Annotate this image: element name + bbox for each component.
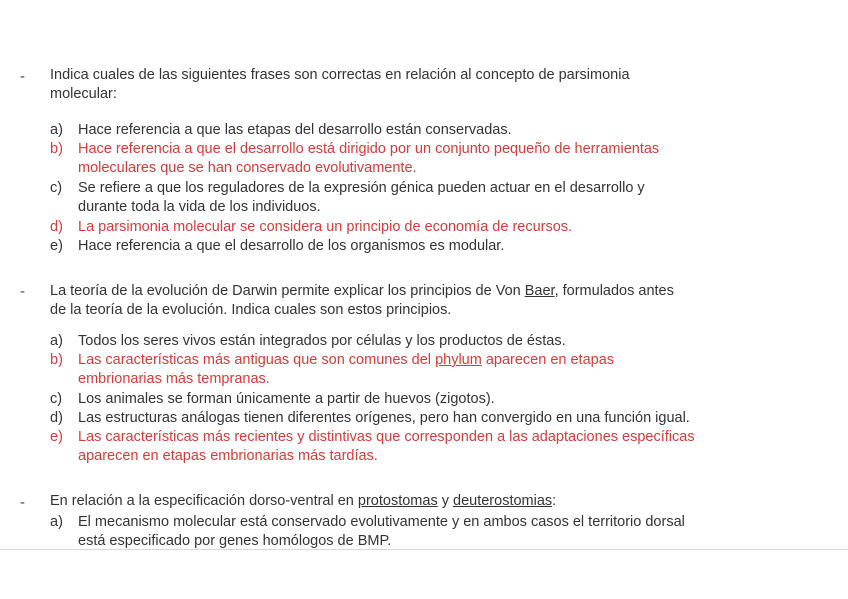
bullet: -: [20, 494, 25, 511]
bullet: -: [20, 68, 25, 85]
option-1c: c) Se refiere a que los reguladores de la expresión génica pueden actuar en el desarrollo y durante toda la vida de los individuos.: [50, 180, 645, 215]
option-3a: a) El mecanismo molecular está conservado evolutivamente y en ambos casos el territorio dorsal está especificado por genes homólogos de BMP.: [50, 514, 685, 549]
option-1e: e) Hace referencia a que el desarrollo de los organismos es modular.: [50, 238, 505, 254]
option-1b: b) Hace referencia a que el desarrollo está dirigido por un conjunto pequeño de herramientas moleculares que se han conservado evolutivamente.: [50, 141, 660, 176]
option-1d: d) La parsimonia molecular se considera un principio de economía de recursos.: [50, 219, 573, 235]
option-2e: e) Las características más recientes y distintivas que corresponden a las adaptaciones específicas aparecen en etapas embrionarias más tardías.: [50, 429, 695, 464]
question-3-stem: En relación a la especificación dorso-ventral en protostomas y deuterostomias:: [50, 493, 557, 509]
option-1a: a) Hace referencia a que las etapas del desarrollo están conservadas.: [50, 122, 512, 138]
page-separator: [0, 549, 848, 550]
bullet: -: [20, 283, 25, 300]
option-2c: c) Los animales se forman únicamente a partir de huevos (zigotos).: [50, 391, 495, 407]
question-2-stem: La teoría de la evolución de Darwin permite explicar los principios de Von Baer, formulados antes de la teoría de la evolución. Indica cuales son estos principios.: [50, 283, 674, 318]
option-2a: a) Todos los seres vivos están integrados por células y los productos de éstas.: [50, 333, 566, 349]
option-2b: b) Las características más antiguas que son comunes del phylum aparecen en etapas embrionarias más tempranas.: [50, 352, 615, 387]
question-1-stem: Indica cuales de las siguientes frases son correctas en relación al concepto de parsimonia molecular:: [50, 67, 630, 102]
option-2d: d) Las estructuras análogas tienen diferentes orígenes, pero han convergido en una función igual.: [50, 410, 690, 426]
